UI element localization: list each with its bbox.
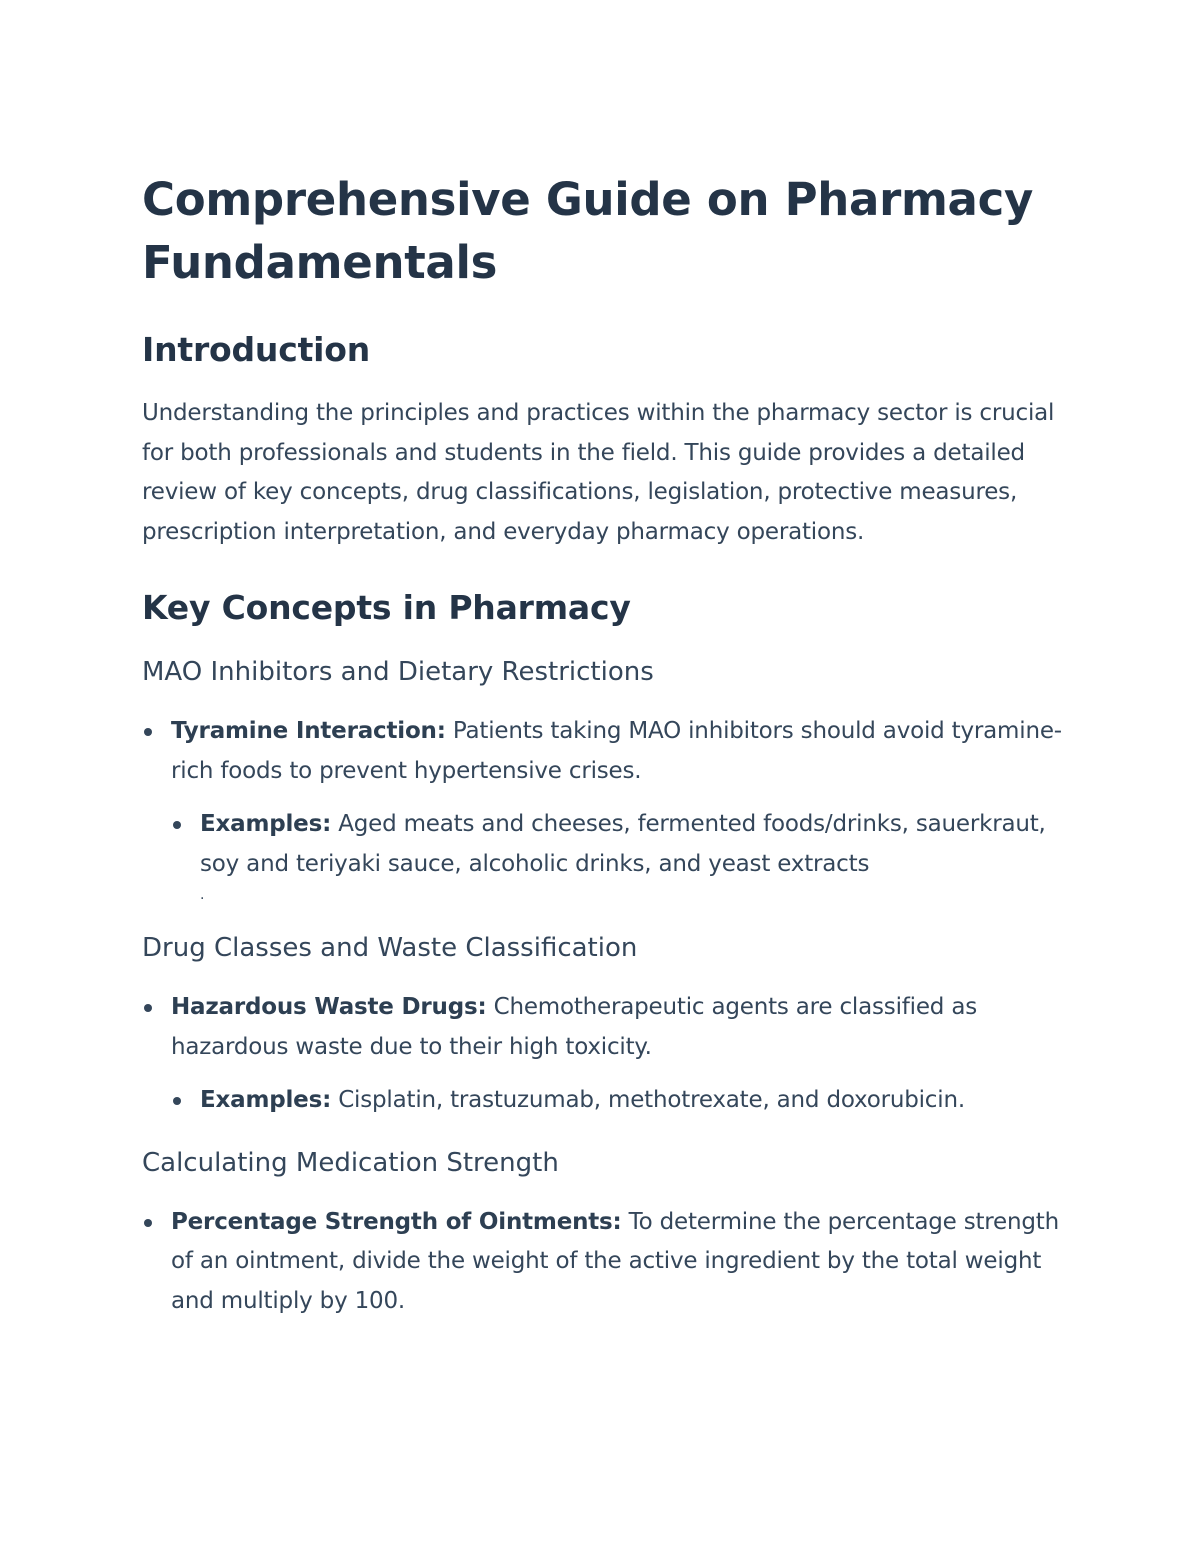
medication-strength-heading: Calculating Medication Strength: [142, 1147, 559, 1178]
introduction-paragraph: Understanding the principles and practices within the pharmacy sector is crucial for both professionals and students in the field. This guide provides a detailed review of key concepts, drug classifications, legislation, protective measures, prescription interpretation, and everyday pharmacy operations.: [142, 400, 1055, 545]
bullet-icon: [173, 821, 181, 829]
list-item: [171, 805, 1062, 906]
list-item-label: Percentage Strength of Ointments:: [171, 1208, 622, 1235]
list-item: [142, 712, 1062, 906]
bullet-icon: [173, 1097, 181, 1105]
list-item-label: Examples:: [200, 811, 332, 837]
bullet-icon: [144, 728, 152, 736]
list-item: [142, 1203, 1062, 1322]
list-item: [142, 988, 1062, 1121]
list-item-text: Cisplatin, trastuzumab, methotrexate, and doxorubicin.: [331, 1087, 965, 1113]
strength-list: [142, 1203, 1062, 1322]
list-item-text: Aged meats and cheeses, fermented foods/drinks, sauerkraut, soy and teriyaki sauce, alcoholic drinks, and yeast extracts: [200, 811, 1046, 877]
list-item-text: Chemotherapeutic agents are classified as hazardous waste due to their high toxicity.: [171, 994, 977, 1060]
document-title: Comprehensive Guide on Pharmacy Fundamentals: [142, 173, 1034, 289]
list-item: [171, 1081, 1062, 1121]
waste-sublist: [171, 1081, 1062, 1121]
document-page: [142, 168, 1062, 1321]
key-concepts-heading: Key Concepts in Pharmacy: [142, 588, 631, 627]
list-item-trailing-period: .: [200, 887, 205, 903]
waste-list: [142, 988, 1062, 1121]
mao-inhibitors-heading: MAO Inhibitors and Dietary Restrictions: [142, 657, 654, 687]
list-item-text: To determine the percentage strength of an ointment, divide the weight of the active ingredient by the total weight and multiply by 100.: [171, 1208, 1059, 1314]
list-item-label: Examples:: [200, 1087, 332, 1113]
bullet-icon: [144, 1004, 152, 1012]
waste-classification-heading: Drug Classes and Waste Classification: [142, 933, 638, 963]
mao-list: [142, 712, 1062, 906]
bullet-icon: [144, 1219, 152, 1227]
list-item-text: Patients taking MAO inhibitors should avoid tyramine-rich foods to prevent hypertensive crises.: [171, 718, 1062, 784]
list-item-label: Tyramine Interaction:: [171, 718, 446, 744]
introduction-heading: Introduction: [142, 330, 371, 369]
mao-sublist: [171, 805, 1062, 906]
list-item-label: Hazardous Waste Drugs:: [171, 994, 487, 1020]
